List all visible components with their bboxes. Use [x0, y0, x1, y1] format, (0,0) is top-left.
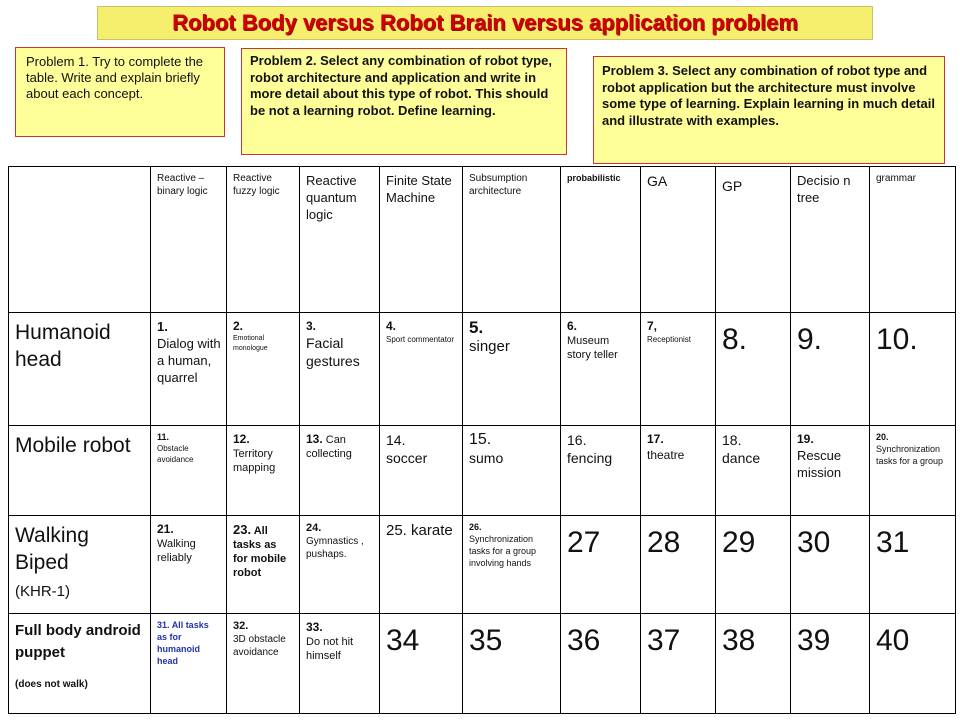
cell-text: Sport commentator — [386, 335, 455, 344]
cell-number: 5. — [469, 318, 484, 337]
table-cell — [561, 516, 641, 614]
cell-number: 24. — [306, 522, 322, 534]
problem-1-note: Problem 1. Try to complete the table. Write and explain briefly about each concept. — [15, 47, 225, 137]
cell-text: Synchronization tasks for a group involving hands — [469, 534, 537, 568]
problem-3-note: Problem 3. Select any combination of robot type and robot application but the architecture must involve some type of learning. Explain learning in much detail and illustrate with examples. — [593, 56, 945, 164]
table-cell — [463, 426, 561, 516]
header-row — [9, 167, 956, 313]
row-label: Walking Biped — [15, 524, 89, 574]
cell-text: Do not hit himself — [306, 636, 354, 662]
table-row — [9, 313, 956, 426]
cell-text: Facial gestures — [306, 335, 360, 369]
row-sublabel: (does not walk) — [15, 679, 88, 690]
table-cell — [716, 426, 791, 516]
cell-number: 13. — [306, 432, 323, 446]
cell-text: dance — [722, 450, 761, 466]
table-cell — [380, 516, 463, 614]
cell-number: 4. — [386, 319, 397, 333]
table-cell — [641, 516, 716, 614]
table-cell — [463, 313, 561, 426]
cell-number: 17. — [647, 432, 664, 446]
cell-text: Dialog with a human, quarrel — [157, 336, 221, 385]
table-cell — [300, 426, 380, 516]
table-cell — [300, 614, 380, 714]
table-cell — [380, 426, 463, 516]
table-cell — [870, 426, 956, 516]
col-header: GA — [641, 167, 716, 313]
cell-number: 32. — [233, 620, 249, 632]
cell-text: All tasks as for humanoid head — [157, 620, 209, 666]
cell-text: Can collecting — [306, 434, 352, 460]
cell-number: 14. — [386, 432, 406, 448]
cell-text: Walking reliably — [157, 538, 196, 564]
table-cell — [561, 614, 641, 714]
cell-number: 26. — [469, 522, 482, 532]
cell-number: 10. — [876, 323, 918, 356]
cell-text: Emotional monologue — [233, 335, 268, 352]
table-cell — [227, 516, 300, 614]
table-cell — [791, 516, 870, 614]
cell-text: sumo — [469, 450, 504, 466]
cell-text: Rescue mission — [797, 448, 842, 480]
table-row — [9, 516, 956, 614]
cell-number: 3. — [306, 319, 317, 333]
cell-number: 31 — [876, 526, 910, 559]
col-header: GP — [716, 167, 791, 313]
row-label: Mobile robot — [15, 434, 131, 457]
cell-text: 3D obstacle avoidance — [233, 634, 286, 658]
cell-text: singer — [469, 338, 510, 355]
table-cell — [227, 313, 300, 426]
table-cell — [870, 614, 956, 714]
cell-number: 29 — [722, 526, 756, 559]
col-header: Reactive quantum logic — [300, 167, 380, 313]
cell-text: Obstacle avoidance — [157, 444, 194, 464]
table-cell — [151, 426, 227, 516]
cell-number: 18. — [722, 432, 742, 448]
title-banner — [97, 6, 873, 40]
table-cell — [227, 426, 300, 516]
row-header — [9, 516, 151, 614]
cell-number: 35 — [469, 624, 503, 657]
col-header: Reactive – binary logic — [151, 167, 227, 313]
table-cell — [380, 313, 463, 426]
cell-text: fencing — [567, 450, 613, 466]
cell-number: 9. — [797, 323, 823, 356]
cell-number: 23. — [233, 522, 252, 537]
cell-text: theatre — [647, 448, 685, 462]
table-cell — [151, 614, 227, 714]
cell-number: 34 — [386, 624, 420, 657]
robot-table — [8, 166, 956, 714]
cell-text: All tasks as for mobile robot — [233, 525, 287, 579]
cell-text: Gymnastics , pushaps. — [306, 536, 364, 560]
table-cell — [463, 516, 561, 614]
cell-number: 38 — [722, 624, 756, 657]
table-cell — [300, 516, 380, 614]
cell-number: 40 — [876, 624, 910, 657]
cell-text: karate — [411, 522, 453, 539]
cell-number: 25. — [386, 522, 407, 539]
col-header: Subsumption architecture — [463, 167, 561, 313]
cell-number: 19. — [797, 432, 814, 446]
row-label: Humanoid head — [15, 321, 111, 371]
cell-number: 27 — [567, 526, 601, 559]
table-cell — [151, 516, 227, 614]
col-header: Finite State Machine — [380, 167, 463, 313]
cell-number: 39 — [797, 624, 831, 657]
row-header — [9, 313, 151, 426]
table-cell — [641, 426, 716, 516]
cell-number: 1. — [157, 319, 168, 334]
cell-number: 28 — [647, 526, 681, 559]
table-cell — [561, 426, 641, 516]
cell-text: Museum story teller — [567, 335, 618, 361]
table-cell — [463, 614, 561, 714]
row-sublabel: (KHR-1) — [15, 583, 70, 600]
cell-number: 11. — [157, 432, 170, 442]
row-header — [9, 614, 151, 714]
row-label: Full body android puppet — [15, 622, 141, 661]
col-header: probabilistic — [561, 167, 641, 313]
cell-number: 8. — [722, 323, 748, 356]
cell-text: Territory mapping — [233, 448, 276, 474]
cell-text: Receptionist — [647, 335, 692, 344]
cell-number: 6. — [567, 319, 578, 333]
col-header: grammar — [870, 167, 956, 313]
col-header: Decisio n tree — [791, 167, 870, 313]
problem-2-note: Problem 2. Select any combination of robot type, robot architecture and application and write in more detail about this type of robot. This should be not a learning robot. Define learning. — [241, 48, 567, 155]
table-cell — [791, 313, 870, 426]
table-cell — [641, 313, 716, 426]
cell-number: 30 — [797, 526, 831, 559]
table-cell — [870, 516, 956, 614]
table-cell — [791, 426, 870, 516]
cell-text: Synchronization tasks for a group — [876, 444, 944, 466]
table-cell — [380, 614, 463, 714]
col-header: Reactive fuzzy logic — [227, 167, 300, 313]
page-title: Robot Body versus Robot Brain versus application problem — [172, 10, 798, 35]
row-header — [9, 426, 151, 516]
cell-number: 33. — [306, 620, 323, 634]
cell-number: 21. — [157, 522, 174, 536]
corner-cell — [9, 167, 151, 313]
table-cell — [641, 614, 716, 714]
table-row — [9, 426, 956, 516]
table-row — [9, 614, 956, 714]
table-cell — [716, 614, 791, 714]
cell-number: 36 — [567, 624, 601, 657]
cell-number: 2. — [233, 319, 244, 333]
cell-number: 7, — [647, 319, 658, 333]
cell-number: 20. — [876, 432, 889, 442]
cell-number: 16. — [567, 432, 587, 448]
table-cell — [561, 313, 641, 426]
table-cell — [716, 313, 791, 426]
table-cell — [227, 614, 300, 714]
cell-number: 37 — [647, 624, 681, 657]
cell-number: 31. — [157, 620, 170, 630]
table-cell — [791, 614, 870, 714]
table-cell — [151, 313, 227, 426]
table-cell — [716, 516, 791, 614]
cell-number: 12. — [233, 432, 250, 446]
cell-text: soccer — [386, 450, 428, 466]
cell-number: 15. — [469, 431, 492, 448]
table-cell — [870, 313, 956, 426]
table-cell — [300, 313, 380, 426]
